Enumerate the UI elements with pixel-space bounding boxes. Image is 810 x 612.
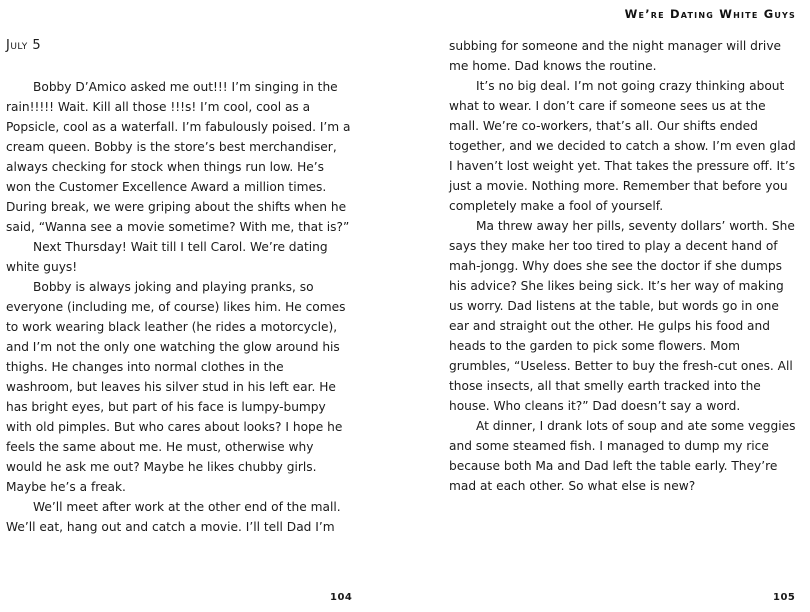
entry-date: July 5 (6, 38, 42, 53)
paragraph: Next Thursday! Wait till I tell Carol. We’re dating white guys! (6, 240, 328, 274)
paragraph: Bobby is always joking and playing pranks, so everyone (including me, of course) likes him. He comes to work wearing black leather (he rides a motorcycle), and I’m not the only one watching the glow around his thighs. He changes into normal clothes in the washroom, but leaves his silver stud in his left ear. He has bright eyes, but part of his face is lumpy-bumpy with old pimples. But who cares about looks? I hope he feels the same about me. He must, otherwise why would he ask me out? Maybe he likes chubby girls. Maybe he’s a freak. (6, 280, 346, 494)
page-number: 105 (773, 592, 796, 603)
paragraph: We’ll meet after work at the other end of the mall. We’ll eat, hang out and catch a movie. I’ll tell Dad I’m (6, 500, 341, 534)
paragraph: Ma threw away her pills, seventy dollars’ worth. She says they make her too tired to play a decent hand of mah-jongg. Why does she see the doctor if she dumps his advice? She likes being sick. It’s her way of making us worry. Dad listens at the table, but words go in one ear and straight out the other. He gulps his food and heads to the garden to pick some flowers. Mom grumbles, “Useless. Better to buy the fresh-cut ones. All those insects, all that smelly earth tracked into the house. Who cleans it?” Dad doesn’t say a word. (449, 219, 795, 413)
right-page-text (449, 36, 799, 496)
paragraph: At dinner, I drank lots of soup and ate some veggies and some steamed fish. I managed to dump my rice because both Ma and Dad left the table early. They’re mad at each other. So what else is new? (449, 419, 796, 493)
running-head: We’re Dating White Guys (624, 7, 796, 21)
paragraph: It’s no big deal. I’m not going crazy thinking about what to wear. I don’t care if someone sees us at the mall. We’re co-workers, that’s all. Our shifts ended together, and we decided to catch a show. I’m even glad I haven’t lost weight yet. That takes the pressure off. It’s just a movie. Nothing more. Remember that before you completely make a fool of yourself. (449, 79, 796, 213)
paragraph-continuation: subbing for someone and the night manager will drive me home. Dad knows the routine. (449, 39, 782, 73)
paragraph: Bobby D’Amico asked me out!!! I’m singing in the rain!!!!! Wait. Kill all those !!!s! I’m cool, cool as a Popsicle, cool as a waterfall. I’m fabulously poised. I’m a cream queen. Bobby is the store’s best merchandiser, always checking for stock when things run low. He’s won the Customer Excellence Award a million times. During break, we were griping about the shifts when he said, “Wanna see a movie sometime? With me, that is?” (6, 80, 351, 234)
left-page-text (6, 36, 351, 537)
page-number: 104 (330, 592, 353, 603)
right-page (405, 0, 810, 612)
